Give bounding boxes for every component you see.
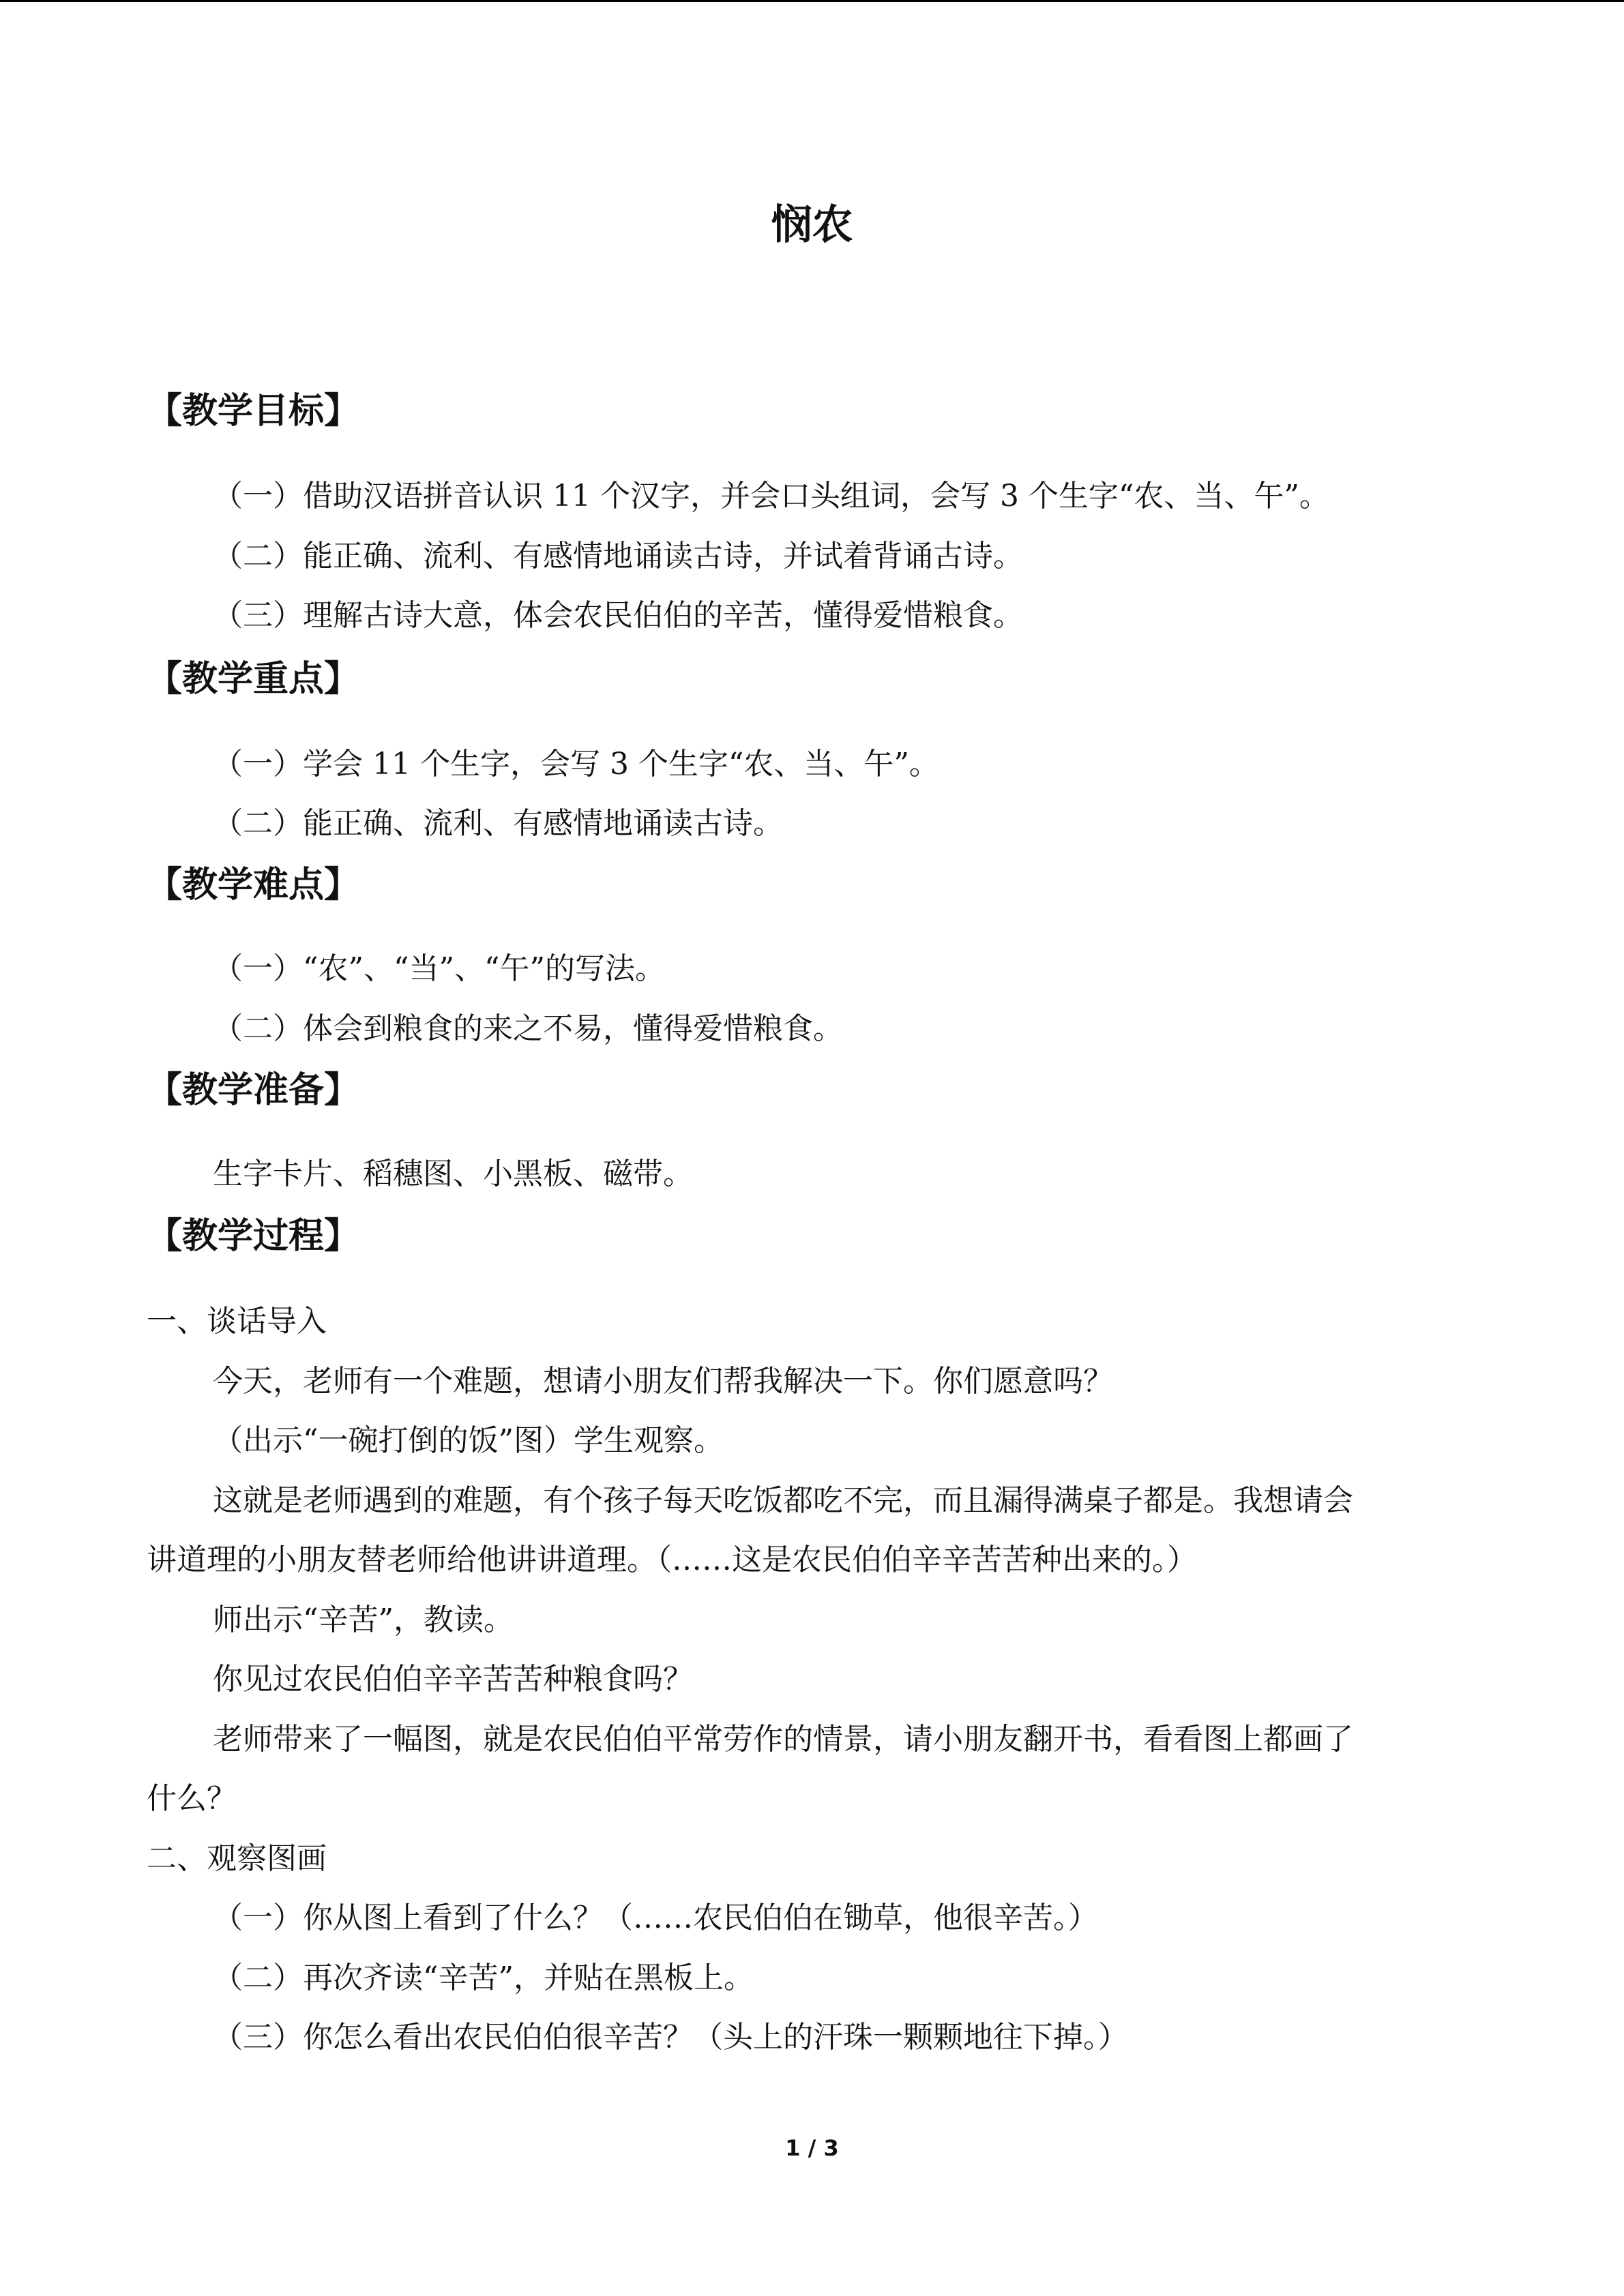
objective-item-2: （二）能正确、流利、有感情地诵读古诗，并试着背诵古诗。 xyxy=(213,539,1023,573)
process-part1-line-4: 讲道理的小朋友替老师给他讲讲道理。（……这是农民伯伯辛辛苦苦种出来的。） xyxy=(147,1542,1197,1577)
process-part2-title: 二、观察图画 xyxy=(147,1841,327,1876)
page-top-border xyxy=(0,0,1624,2)
objective-item-1: （一）借助汉语拼音认识 11 个汉字，并会口头组词，会写 3 个生字“农、当、午”。 xyxy=(213,479,1329,513)
process-part1-line-7: 老师带来了一幅图，就是农民伯伯平常劳作的情景，请小朋友翻开书，看看图上都画了 xyxy=(213,1722,1353,1757)
process-part1-title: 一、谈话导入 xyxy=(147,1304,327,1339)
difficulty-item-2: （二）体会到粮食的来之不易，懂得爱惜粮食。 xyxy=(213,1011,843,1046)
process-part1-line-2: （出示“一碗打倒的饭”图）学生观察。 xyxy=(213,1423,724,1458)
process-part2-line-3: （三）你怎么看出农民伯伯很辛苦？（头上的汗珠一颗颗地往下掉。） xyxy=(213,2020,1128,2055)
preparation-text: 生字卡片、稻穗图、小黑板、磁带。 xyxy=(213,1157,693,1191)
key-point-item-1: （一）学会 11 个生字，会写 3 个生字“农、当、午”。 xyxy=(213,747,939,781)
page-title: 悯农 xyxy=(771,201,853,249)
process-part2-line-1: （一）你从图上看到了什么？（……农民伯伯在锄草，他很辛苦。） xyxy=(213,1900,1098,1935)
heading-process: 【教学过程】 xyxy=(147,1216,360,1257)
heading-key-points: 【教学重点】 xyxy=(147,659,360,700)
page-number: 1 / 3 xyxy=(785,2135,839,2161)
process-part1-line-5: 师出示“辛苦”，教读。 xyxy=(213,1602,514,1637)
heading-objectives: 【教学目标】 xyxy=(147,391,360,432)
process-part2-line-2: （二）再次齐读“辛苦”，并贴在黑板上。 xyxy=(213,1960,754,1995)
difficulty-item-1: （一）“农”、“当”、“午”的写法。 xyxy=(213,951,665,986)
key-point-item-2: （二）能正确、流利、有感情地诵读古诗。 xyxy=(213,806,783,841)
process-part1-line-6: 你见过农民伯伯辛辛苦苦种粮食吗？ xyxy=(213,1662,693,1697)
process-part1-line-1: 今天，老师有一个难题，想请小朋友们帮我解决一下。你们愿意吗？ xyxy=(213,1364,1113,1399)
heading-difficulties: 【教学难点】 xyxy=(147,865,360,906)
process-part1-line-8: 什么？ xyxy=(147,1781,237,1816)
process-part1-line-3: 这就是老师遇到的难题，有个孩子每天吃饭都吃不完，而且漏得满桌子都是。我想请会 xyxy=(213,1483,1353,1518)
heading-preparation: 【教学准备】 xyxy=(147,1070,360,1111)
objective-item-3: （三）理解古诗大意，体会农民伯伯的辛苦，懂得爱惜粮食。 xyxy=(213,598,1023,633)
